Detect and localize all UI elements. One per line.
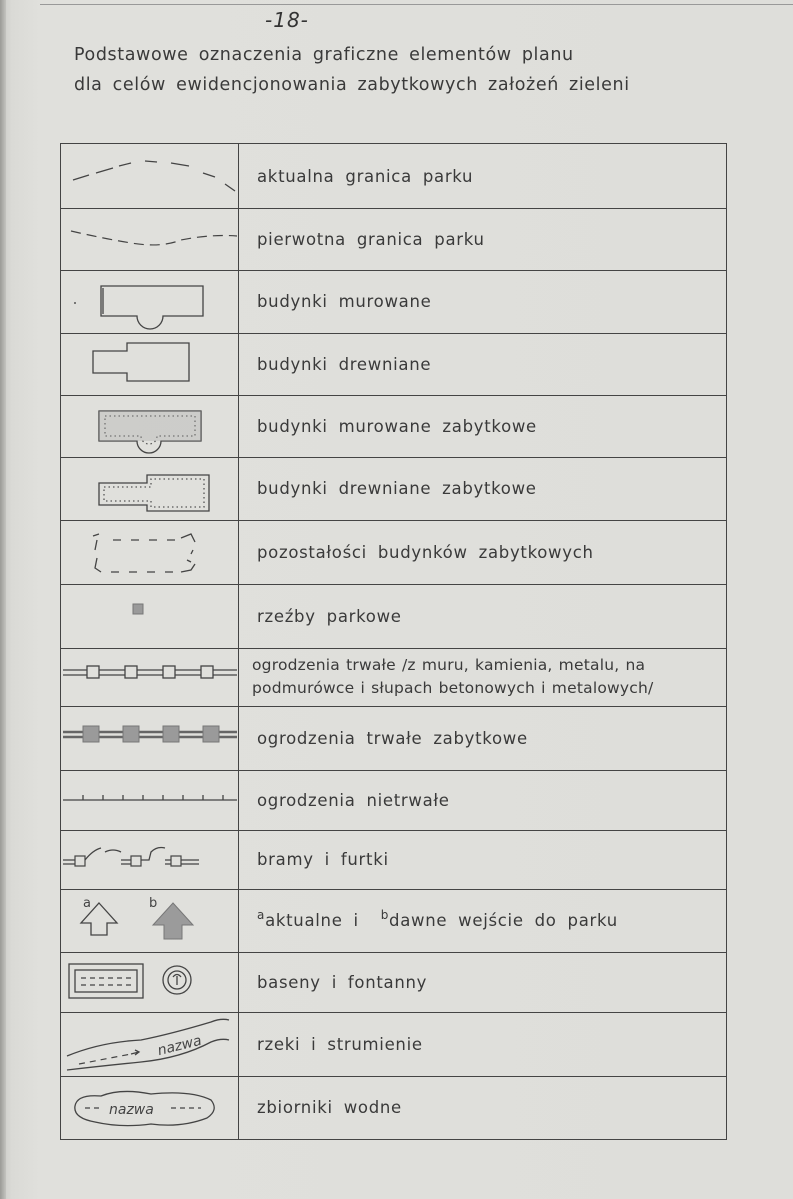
symbol-letter-a: a [83,896,91,911]
sup-a: a [257,907,266,922]
label-a: aktualne i [265,911,359,930]
legend-row [61,648,726,707]
wooden-building-icon [61,333,239,395]
legend-row [61,952,726,1013]
legend-row [61,144,726,209]
legend-table [60,143,727,1140]
legend-label: baseny i fontanny [257,972,428,992]
water-reservoir-icon [61,1076,239,1139]
legend-row [61,830,726,890]
legend-row [61,706,726,771]
symbol-letter-b: b [149,896,158,911]
legend-row [61,457,726,521]
legend-row [61,333,726,396]
legend-row [61,270,726,334]
park-sculpture-icon [61,584,239,648]
masonry-building-icon [61,270,239,333]
gates-icon [61,830,239,889]
label-b: dawne wejście do parku [389,911,618,930]
permanent-fence-icon [61,648,239,706]
legend-label: budynki drewniane zabytkowe [257,479,537,498]
title-line-2: dla celów ewidencjonowania zabytkowych założeń zieleni [74,75,630,95]
legend-row [61,889,726,953]
legend-label-line-1: ogrodzenia trwałe /z muru, kamienia, metalu, na [252,656,646,674]
temporary-fence-icon [61,770,239,830]
legend-label: budynki murowane zabytkowe [257,416,537,436]
legend-label: zbiorniki wodne [257,1098,402,1117]
legend-row [61,1012,726,1077]
historic-building-remains-icon [61,520,239,584]
historic-permanent-fence-icon [61,706,239,770]
legend-label-line-2: podmurówce i słupach betonowych i metalowych/ [252,679,654,697]
river-name-text: nazwa [155,1032,204,1060]
legend-label: ogrodzenia trwałe zabytkowe [257,728,528,748]
historic-masonry-building-icon [61,395,239,457]
legend-label: rzeki i strumienie [257,1034,423,1054]
page-number: -18- [265,8,309,32]
legend-row [61,395,726,458]
current-park-boundary-icon [61,144,239,208]
river-icon [61,1012,239,1076]
legend-label: aktualna granica parku [257,166,474,186]
legend-label: bramy i furtki [257,850,389,869]
legend-label [252,648,722,706]
legend-row [61,208,726,271]
legend-row [61,770,726,831]
historic-wooden-building-icon [61,457,239,520]
page-title [74,40,754,100]
legend-label: rzeźby parkowe [257,606,402,626]
legend-label: pozostałości budynków zabytkowych [257,542,594,562]
legend-label: budynki drewniane [257,354,432,374]
legend-row [61,520,726,585]
legend-row [61,1076,726,1139]
original-park-boundary-icon [61,208,239,270]
legend-row [61,584,726,649]
park-entrance-arrows-icon [61,889,239,952]
reservoir-name-text: nazwa [109,1102,154,1118]
pool-fountain-icon [61,952,239,1012]
sup-b: b [380,907,390,922]
top-rule [40,4,793,5]
binding-edge [0,0,6,1199]
legend-label: pierwotna granica parku [257,229,485,249]
title-line-1: Podstawowe oznaczenia graficzne elementów planu [74,45,574,65]
legend-label: ogrodzenia nietrwałe [257,790,450,810]
legend-label: budynki murowane [257,292,432,311]
legend-label [257,889,722,952]
